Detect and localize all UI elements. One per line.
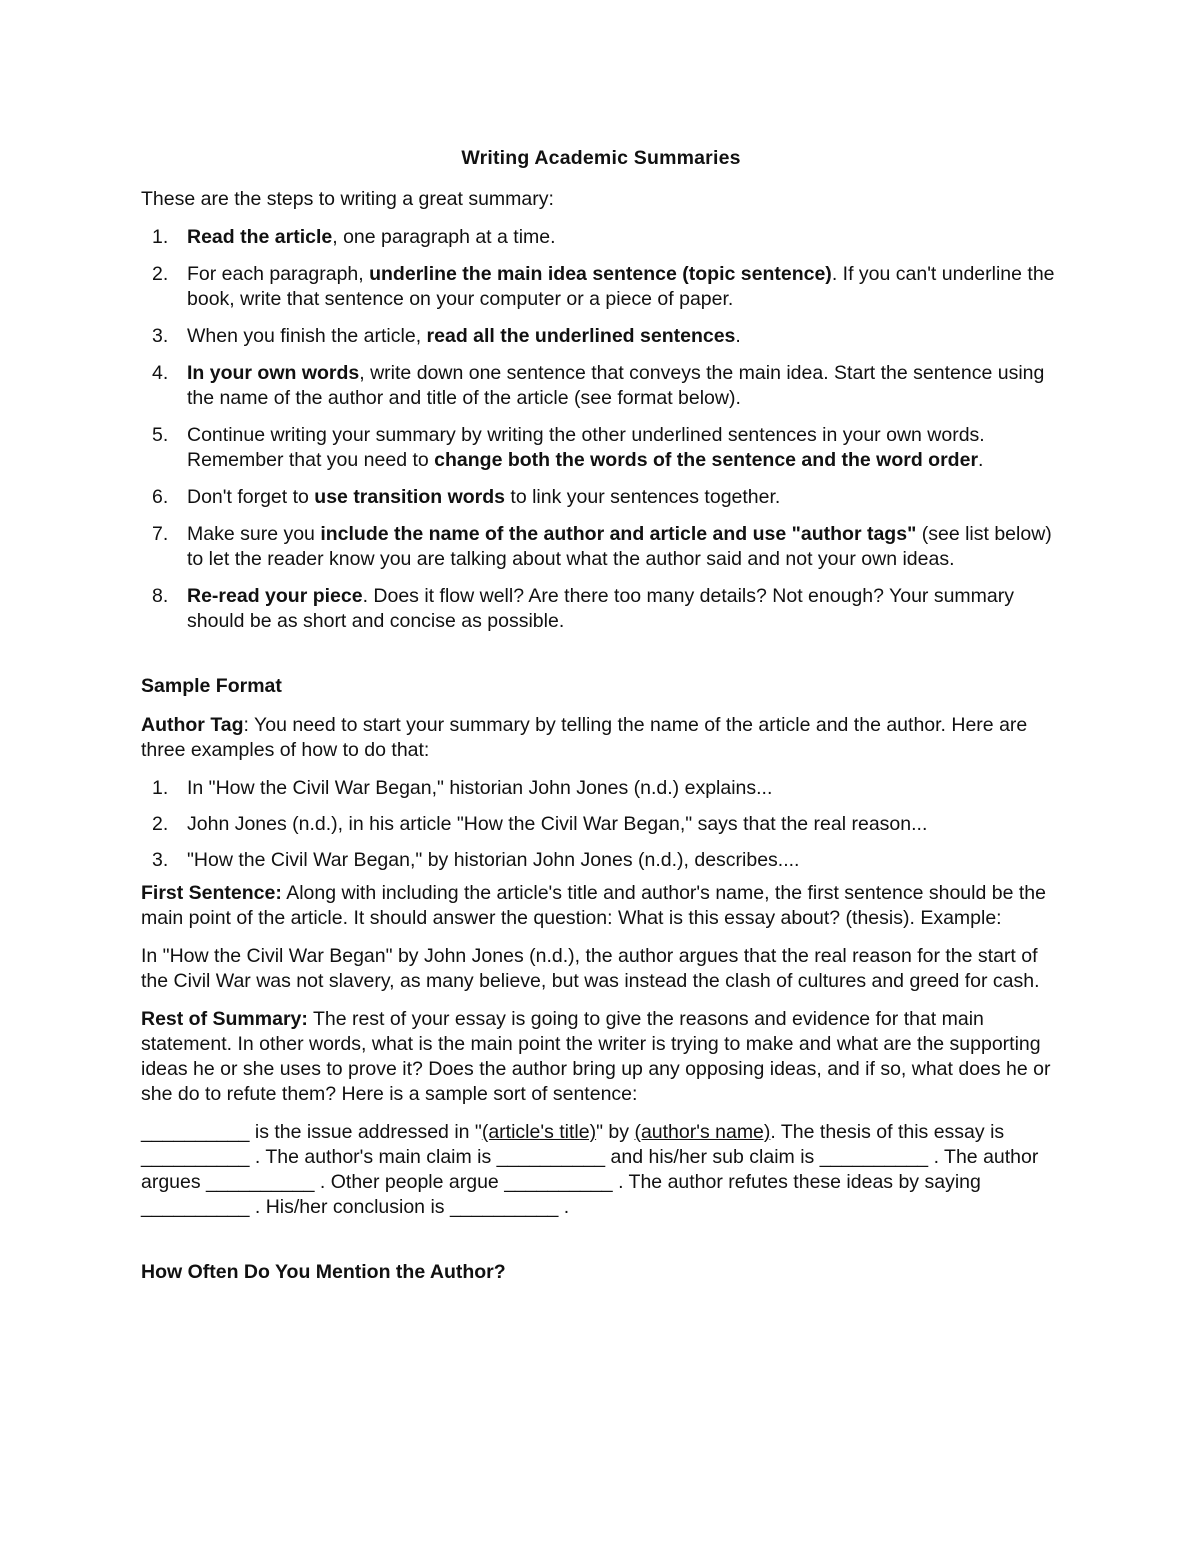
step-text: (see list below) to let the reader know you are talking about what the author said and not your own ideas. [187, 523, 1052, 570]
step-bold-text: read all the underlined sentences [426, 325, 736, 347]
example-text: John Jones (n.d.), in his article "How the Civil War Began," says that the real reason... [187, 813, 928, 835]
example-number: 3. [152, 849, 169, 871]
step-item [141, 423, 1061, 473]
example-number: 2. [152, 813, 169, 835]
step-text: When you finish the article, [187, 325, 427, 347]
step-number: 6. [152, 486, 169, 508]
step-item [141, 324, 1061, 349]
step-bold-text: use transition words [314, 486, 505, 508]
step-text: Don't forget to [187, 486, 315, 508]
step-item [141, 361, 1061, 411]
step-text: Make sure you [187, 523, 321, 545]
first-sentence-label: First Sentence: [141, 882, 282, 904]
step-text: , one paragraph at a time. [332, 226, 556, 248]
step-text: . [735, 325, 741, 347]
rest-of-summary-paragraph [141, 1007, 1061, 1107]
step-text: , write down one sentence that conveys the main idea. Start the sentence using the name of the author and title of the article (see format below). [187, 362, 1045, 409]
step-number: 1. [152, 226, 169, 248]
example-text: "How the Civil War Began," by historian John Jones (n.d.), describes.... [187, 849, 800, 871]
step-item [141, 522, 1061, 572]
author-tag-paragraph [141, 713, 1061, 763]
template-text: __________ is the issue addressed in " [141, 1121, 482, 1143]
intro-text: These are the steps to writing a great summary: [141, 188, 554, 210]
step-bold-text: Re-read your piece [187, 585, 363, 607]
article-title-placeholder: (article's title) [481, 1121, 597, 1143]
step-item [141, 584, 1061, 634]
example-paragraph: In "How the Civil War Began" by John Jones (n.d.), the author argues that the real reason for the start of the Civil War was not slavery, as many believe, but was instead the clash of cultures and greed for cash. [141, 945, 1040, 992]
step-number: 8. [152, 585, 169, 607]
template-text: . The thesis of this essay is __________ . The author's main claim is __________ and his/her sub claim is __________ . The author argues __________ . Other people argue __________ . The author refutes these ideas by saying __________ . His/her conclusion is __________ . [141, 1121, 1039, 1218]
step-bold-text: include the name of the author and article and use "author tags" [320, 523, 917, 545]
example-number: 1. [152, 777, 169, 799]
step-bold-text: In your own words [187, 362, 360, 384]
example-item [141, 812, 1061, 837]
sample-sentence-template [141, 1120, 1061, 1220]
step-number: 4. [152, 362, 169, 384]
step-item [141, 485, 1061, 510]
first-sentence-text: Along with including the article's title and author's name, the first sentence should be the main point of the article. It should answer the question: What is this essay about? (thesis). Example: [141, 882, 1046, 929]
author-name-placeholder: (author's name) [634, 1121, 771, 1143]
step-bold-text: Read the article [187, 226, 333, 248]
step-bold-text: underline the main idea sentence (topic sentence) [369, 263, 832, 285]
steps-list [141, 225, 1061, 634]
step-number: 3. [152, 325, 169, 347]
rest-of-summary-text: The rest of your essay is going to give the reasons and evidence for that main statement. In other words, what is the main point the writer is trying to make and what are the supporting ideas he or she uses to prove it? Does the author bring up any opposing ideas, and if so, what does he or she do to refute them? Here is a sample sort of sentence: [141, 1008, 1051, 1105]
step-text: . [978, 449, 984, 471]
first-sentence-paragraph [141, 881, 1061, 931]
sample-format-heading: Sample Format [141, 675, 282, 697]
step-text: to link your sentences together. [505, 486, 781, 508]
document-content [141, 146, 1061, 1285]
step-text: . If you can't underline the book, write that sentence on your computer or a piece of paper. [187, 263, 1055, 310]
step-text: For each paragraph, [187, 263, 370, 285]
step-text: . Does it flow well? Are there too many details? Not enough? Your summary should be as short and concise as possible. [187, 585, 1015, 632]
rest-of-summary-label: Rest of Summary: [141, 1008, 308, 1030]
example-item [141, 776, 1061, 801]
example-item [141, 848, 1061, 873]
author-tag-label: Author Tag [141, 714, 244, 736]
step-item [141, 225, 1061, 250]
examples-list [141, 776, 1061, 873]
step-bold-text: change both the words of the sentence and the word order [434, 449, 979, 471]
author-tag-text: : You need to start your summary by telling the name of the article and the author. Here are three examples of how to do that: [141, 714, 1028, 761]
step-item [141, 262, 1061, 312]
step-number: 2. [152, 263, 169, 285]
page-title: Writing Academic Summaries [461, 147, 741, 169]
template-text: " by [596, 1121, 635, 1143]
how-often-heading: How Often Do You Mention the Author? [141, 1261, 506, 1283]
step-number: 5. [152, 424, 169, 446]
step-number: 7. [152, 523, 169, 545]
step-text: Continue writing your summary by writing the other underlined sentences in your own words. Remember that you need to [187, 424, 985, 471]
example-text: In "How the Civil War Began," historian John Jones (n.d.) explains... [187, 777, 773, 799]
